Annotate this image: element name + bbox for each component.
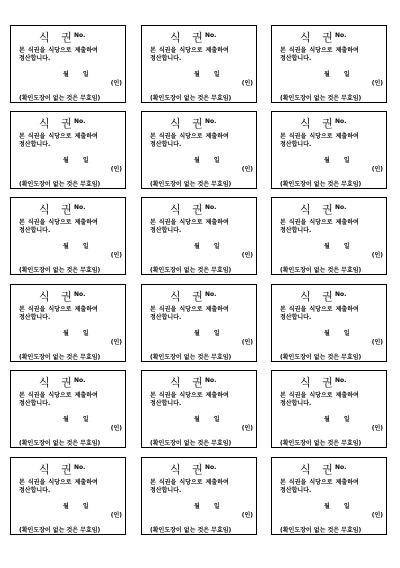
ticket-body-line-2: 정산합니다. (150, 487, 182, 494)
ticket-body-line-1: 본 식권을 식당으로 제출하여 (280, 133, 359, 140)
ticket-seal-label: (인) (371, 80, 383, 87)
ticket-body-line-1: 본 식권을 식당으로 제출하여 (280, 219, 359, 226)
ticket-title: 식 권 (300, 117, 337, 130)
ticket-footer-note: (확인도장이 없는 것은 무효임) (280, 354, 362, 361)
ticket-body-line-1: 본 식권을 식당으로 제출하여 (280, 392, 359, 399)
ticket-body-line-2: 정산합니다. (150, 141, 182, 148)
ticket-seal-label: (인) (371, 425, 383, 432)
ticket-footer-note: (확인도장이 없는 것은 무효임) (280, 95, 362, 102)
ticket-footer-note: (확인도장이 없는 것은 무효임) (19, 267, 101, 274)
ticket-body-line-1: 본 식권을 식당으로 제출하여 (19, 47, 98, 54)
ticket-title: 식 권 (300, 203, 337, 216)
ticket-seal-label: (인) (371, 252, 383, 259)
ticket-body-line-1: 본 식권을 식당으로 제출하여 (19, 219, 98, 226)
ticket-footer-note: (확인도장이 없는 것은 무효임) (150, 95, 232, 102)
ticket-footer-note: (확인도장이 없는 것은 무효임) (150, 354, 232, 361)
ticket-footer-note: (확인도장이 없는 것은 무효임) (280, 527, 362, 534)
ticket-date-label: 월 일 (194, 71, 226, 78)
ticket-date-label: 월 일 (324, 243, 356, 250)
ticket-body-line-1: 본 식권을 식당으로 제출하여 (150, 306, 229, 313)
ticket-body-line-1: 본 식권을 식당으로 제출하여 (19, 392, 98, 399)
ticket-title: 식 권 (39, 463, 76, 476)
ticket-title: 식 권 (39, 376, 76, 389)
meal-ticket (271, 25, 387, 103)
ticket-date-label: 월 일 (63, 330, 95, 337)
ticket-body-line-1: 본 식권을 식당으로 제출하여 (19, 133, 98, 140)
ticket-title: 식 권 (170, 203, 207, 216)
ticket-seal-label: (인) (241, 252, 253, 259)
ticket-number-label: No. (205, 118, 217, 125)
ticket-date-label: 월 일 (324, 416, 356, 423)
ticket-number-label: No. (335, 377, 347, 384)
ticket-seal-label: (인) (110, 80, 122, 87)
ticket-number-label: No. (74, 377, 86, 384)
ticket-body-line-1: 본 식권을 식당으로 제출하여 (150, 392, 229, 399)
ticket-date-label: 월 일 (324, 157, 356, 164)
ticket-date-label: 월 일 (194, 503, 226, 510)
ticket-title: 식 권 (300, 290, 337, 303)
meal-ticket (271, 370, 387, 448)
ticket-body-line-2: 정산합니다. (19, 55, 51, 62)
ticket-seal-label: (인) (241, 166, 253, 173)
ticket-number-label: No. (335, 204, 347, 211)
ticket-seal-label: (인) (371, 166, 383, 173)
ticket-number-label: No. (74, 204, 86, 211)
ticket-body-line-1: 본 식권을 식당으로 제출하여 (150, 47, 229, 54)
ticket-number-label: No. (205, 291, 217, 298)
ticket-body-line-1: 본 식권을 식당으로 제출하여 (150, 219, 229, 226)
ticket-number-label: No. (205, 377, 217, 384)
ticket-title: 식 권 (300, 31, 337, 44)
meal-ticket (10, 457, 126, 535)
ticket-body-line-2: 정산합니다. (280, 400, 312, 407)
ticket-date-label: 월 일 (63, 416, 95, 423)
meal-ticket (141, 284, 257, 362)
meal-ticket (10, 197, 126, 275)
ticket-number-label: No. (335, 32, 347, 39)
meal-ticket (271, 111, 387, 189)
ticket-number-label: No. (205, 204, 217, 211)
ticket-body-line-2: 정산합니다. (19, 141, 51, 148)
meal-ticket (141, 457, 257, 535)
ticket-title: 식 권 (170, 463, 207, 476)
ticket-body-line-2: 정산합니다. (280, 227, 312, 234)
ticket-body-line-2: 정산합니다. (150, 227, 182, 234)
ticket-date-label: 월 일 (63, 157, 95, 164)
meal-ticket (141, 370, 257, 448)
ticket-title: 식 권 (170, 290, 207, 303)
ticket-number-label: No. (205, 32, 217, 39)
ticket-seal-label: (인) (110, 425, 122, 432)
meal-ticket (10, 25, 126, 103)
ticket-body-line-1: 본 식권을 식당으로 제출하여 (150, 479, 229, 486)
ticket-seal-label: (인) (110, 166, 122, 173)
ticket-footer-note: (확인도장이 없는 것은 무효임) (150, 527, 232, 534)
meal-ticket (141, 111, 257, 189)
meal-ticket (141, 197, 257, 275)
ticket-seal-label: (인) (371, 512, 383, 519)
ticket-date-label: 월 일 (63, 243, 95, 250)
ticket-body-line-1: 본 식권을 식당으로 제출하여 (280, 306, 359, 313)
ticket-title: 식 권 (300, 376, 337, 389)
ticket-number-label: No. (74, 32, 86, 39)
ticket-number-label: No. (74, 118, 86, 125)
ticket-footer-note: (확인도장이 없는 것은 무효임) (280, 440, 362, 447)
ticket-body-line-1: 본 식권을 식당으로 제출하여 (150, 133, 229, 140)
ticket-footer-note: (확인도장이 없는 것은 무효임) (280, 181, 362, 188)
ticket-seal-label: (인) (110, 512, 122, 519)
meal-ticket (271, 457, 387, 535)
ticket-date-label: 월 일 (194, 416, 226, 423)
ticket-body-line-2: 정산합니다. (150, 314, 182, 321)
ticket-date-label: 월 일 (324, 71, 356, 78)
ticket-body-line-2: 정산합니다. (280, 55, 312, 62)
ticket-number-label: No. (335, 291, 347, 298)
ticket-title: 식 권 (39, 31, 76, 44)
ticket-seal-label: (인) (371, 339, 383, 346)
ticket-footer-note: (확인도장이 없는 것은 무효임) (19, 527, 101, 534)
ticket-body-line-2: 정산합니다. (19, 487, 51, 494)
ticket-date-label: 월 일 (194, 330, 226, 337)
ticket-body-line-1: 본 식권을 식당으로 제출하여 (19, 479, 98, 486)
meal-ticket (10, 370, 126, 448)
ticket-seal-label: (인) (241, 80, 253, 87)
ticket-title: 식 권 (39, 117, 76, 130)
ticket-body-line-2: 정산합니다. (19, 314, 51, 321)
ticket-footer-note: (확인도장이 없는 것은 무효임) (19, 440, 101, 447)
ticket-body-line-2: 정산합니다. (280, 141, 312, 148)
ticket-title: 식 권 (170, 31, 207, 44)
ticket-number-label: No. (335, 118, 347, 125)
ticket-date-label: 월 일 (63, 71, 95, 78)
meal-ticket (271, 284, 387, 362)
ticket-footer-note: (확인도장이 없는 것은 무효임) (150, 440, 232, 447)
ticket-footer-note: (확인도장이 없는 것은 무효임) (19, 354, 101, 361)
ticket-number-label: No. (335, 464, 347, 471)
ticket-footer-note: (확인도장이 없는 것은 무효임) (19, 95, 101, 102)
ticket-footer-note: (확인도장이 없는 것은 무효임) (150, 181, 232, 188)
ticket-body-line-1: 본 식권을 식당으로 제출하여 (280, 47, 359, 54)
ticket-title: 식 권 (170, 376, 207, 389)
ticket-body-line-2: 정산합니다. (19, 227, 51, 234)
ticket-title: 식 권 (39, 203, 76, 216)
ticket-body-line-1: 본 식권을 식당으로 제출하여 (280, 479, 359, 486)
ticket-number-label: No. (205, 464, 217, 471)
ticket-date-label: 월 일 (194, 157, 226, 164)
meal-ticket (271, 197, 387, 275)
ticket-body-line-2: 정산합니다. (150, 55, 182, 62)
ticket-seal-label: (인) (241, 339, 253, 346)
ticket-title: 식 권 (39, 290, 76, 303)
meal-ticket (10, 284, 126, 362)
meal-ticket (10, 111, 126, 189)
ticket-body-line-2: 정산합니다. (19, 400, 51, 407)
ticket-title: 식 권 (170, 117, 207, 130)
ticket-seal-label: (인) (110, 339, 122, 346)
ticket-body-line-1: 본 식권을 식당으로 제출하여 (19, 306, 98, 313)
ticket-date-label: 월 일 (324, 330, 356, 337)
ticket-seal-label: (인) (110, 252, 122, 259)
ticket-title: 식 권 (300, 463, 337, 476)
ticket-date-label: 월 일 (324, 503, 356, 510)
ticket-date-label: 월 일 (63, 503, 95, 510)
ticket-footer-note: (확인도장이 없는 것은 무효임) (19, 181, 101, 188)
ticket-footer-note: (확인도장이 없는 것은 무효임) (150, 267, 232, 274)
ticket-number-label: No. (74, 464, 86, 471)
ticket-body-line-2: 정산합니다. (280, 487, 312, 494)
ticket-body-line-2: 정산합니다. (150, 400, 182, 407)
ticket-date-label: 월 일 (194, 243, 226, 250)
ticket-seal-label: (인) (241, 425, 253, 432)
meal-ticket (141, 25, 257, 103)
ticket-body-line-2: 정산합니다. (280, 314, 312, 321)
ticket-seal-label: (인) (241, 512, 253, 519)
ticket-footer-note: (확인도장이 없는 것은 무효임) (280, 267, 362, 274)
ticket-number-label: No. (74, 291, 86, 298)
